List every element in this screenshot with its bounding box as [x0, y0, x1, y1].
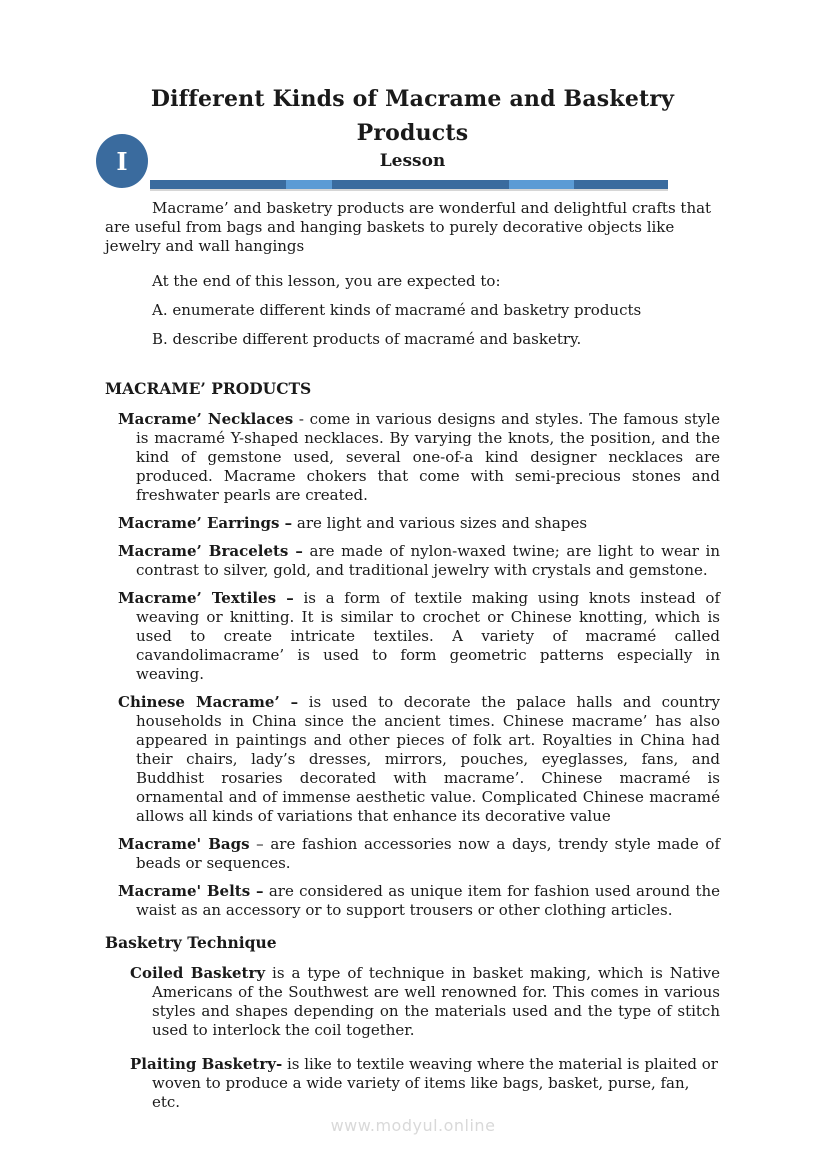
page-title-line1: Different Kinds of Macrame and Basketry [150, 86, 675, 112]
list-item-macrame-necklaces [105, 410, 720, 505]
list-item-macrame-bracelets [105, 542, 720, 580]
page-content [105, 0, 720, 1112]
item-desc: is a type of technique in basket making, which is Native Americans of the Southwest are well renowned for. This comes in various styles and shapes depending on the materials used and the type of stitch used to interlock the coil together. [152, 964, 720, 1039]
item-term: Macrame' Belts – [118, 882, 264, 900]
list-item-macrame-textiles [105, 589, 720, 684]
macrame-products-heading: MACRAME’ PRODUCTS [105, 379, 312, 398]
item-desc: is a form of textile making using knots instead of weaving or knitting. It is similar to crochet or Chinese knotting, which is used to create intricate textiles. A variety of macramé called cavandolimacrame’ is used to form geometric patterns especially in weaving. [136, 589, 720, 683]
item-term: Macrame' Bags [118, 835, 250, 853]
objective-b: B. describe different products of macramé and basketry. [152, 330, 582, 348]
item-desc: - come in various designs and styles. The famous style is macramé Y-shaped necklaces. By varying the knots, the position, and the kind of gemstone used, several one-of-a kind designer necklaces are produced. Macrame chokers that come with semi-precious stones and freshwater pearls are created. [136, 410, 720, 504]
divider-bar-highlight [509, 180, 574, 189]
item-desc: are light and various sizes and shapes [292, 514, 588, 532]
lesson-number: I [116, 146, 128, 176]
item-desc: is like to textile weaving where the material is plaited or woven to produce a wide variety of items like bags, basket, purse, fan, etc. [152, 1055, 718, 1111]
item-term: Coiled Basketry [130, 964, 266, 982]
list-item-macrame-bags [105, 835, 720, 873]
page-title-line2: Products [356, 120, 469, 146]
item-desc: are made of nylon-waxed twine; are light to wear in contrast to silver, gold, and traditional jewelry with crystals and gemstone. [136, 542, 720, 579]
item-term: Macrame’ Necklaces [118, 410, 294, 428]
list-item-plaiting-basketry [105, 1055, 720, 1112]
item-desc: is used to decorate the palace halls and country households in China since the ancient times. Chinese macrame’ has also appeared in paintings and other pieces of folk art. Royalties in China had their chairs, lady’s dresses, mirrors, pouches, eyeglasses, fans, and Buddhist rosaries decorated with macrame’. Chinese macramé is ornamental and of immense aesthetic value. Complicated Chinese macramé allows all kinds of variations that enhance its decorative value [136, 693, 721, 825]
item-desc: are considered as unique item for fashion used around the waist as an accessory or to support trousers or other clothing articles. [136, 882, 721, 919]
item-term: Plaiting Basketry- [130, 1055, 283, 1073]
lesson-label: Lesson [379, 151, 446, 171]
objective-a: A. enumerate different kinds of macramé and basketry products [152, 301, 642, 319]
footer-watermark: www.modyul.online [330, 1116, 496, 1135]
list-item-chinese-macrame [105, 693, 720, 826]
item-term: Chinese Macrame’ – [118, 693, 299, 711]
item-term: Macrame’ Earrings – [118, 514, 293, 532]
basketry-technique-heading: Basketry Technique [105, 933, 277, 952]
objectives-lead: At the end of this lesson, you are expected to: [152, 272, 501, 290]
list-item-macrame-earrings [105, 514, 720, 533]
list-item-coiled-basketry [105, 964, 720, 1040]
item-desc: – are fashion accessories now a days, trendy style made of beads or sequences. [136, 835, 721, 872]
item-term: Macrame’ Bracelets – [118, 542, 303, 560]
header-divider-bar [150, 180, 668, 189]
item-term: Macrame’ Textiles – [118, 589, 294, 607]
divider-bar-highlight [286, 180, 332, 189]
intro-paragraph: Macrame’ and basketry products are wonderful and delightful crafts that are useful from bags and hanging baskets to purely decorative objects like jewelry and wall hangings [105, 199, 712, 255]
list-item-macrame-belts [105, 882, 720, 920]
